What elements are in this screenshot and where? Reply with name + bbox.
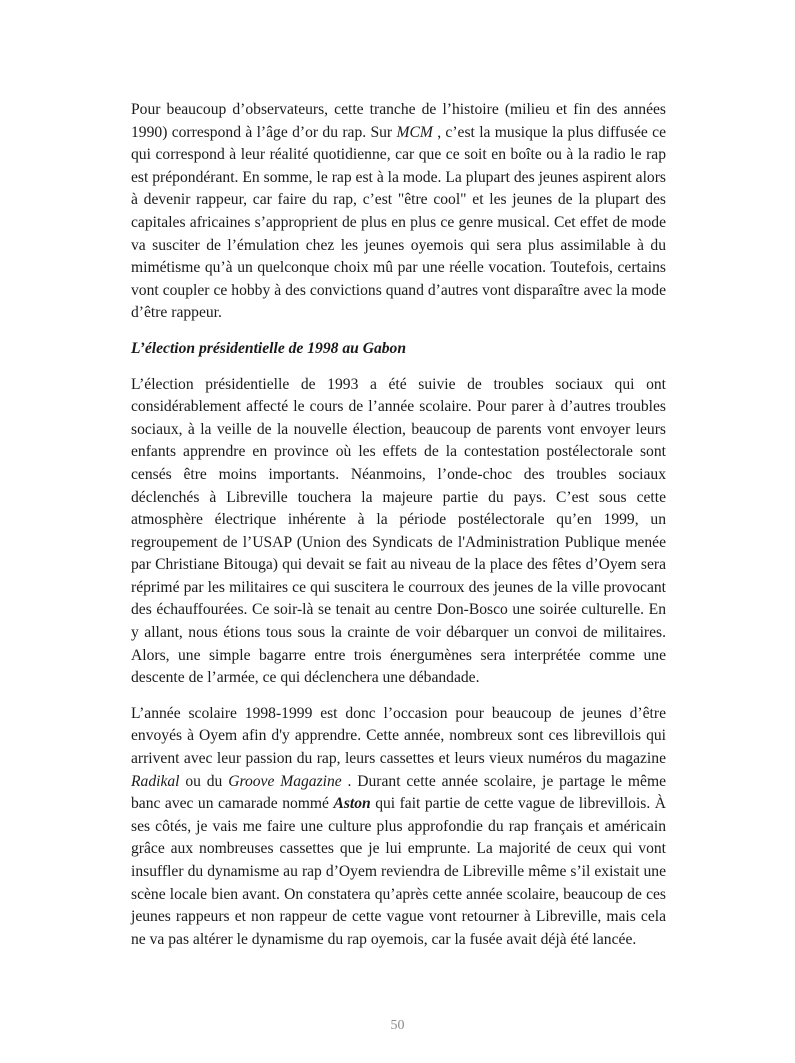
text-segment: , c’est la musique la plus diffusée ce qui correspond à leur réalité quotidienne, car que ce soit en boîte ou à la radio le rap est prépondérant. En somme, le rap est à la mode. La plupart des jeunes aspirent alors à devenir rappeur, car faire du rap, c’est "être cool" et les jeunes de la plupart des capitales africaines s’approprient de plus en plus ce genre musical. Cet effet de mode va susciter de l’émulation chez les jeunes oyemois qui sera plus assimilable à du mimétisme qu’à un quelconque choix mû par une réelle vocation. Toutefois, certains vont coupler ce hobby à des convictions quand d’autres vont disparaître avec la mode d’être rappeur. xyxy=(131,123,666,322)
bold-italic-aston: Aston xyxy=(333,795,371,813)
paragraph-school-year xyxy=(131,703,666,952)
paragraph-election: L’élection présidentielle de 1993 a été suivie de troubles sociaux qui ont considérablement affecté le cours de l’année scolaire. Pour parer à d’autres troubles sociaux, à la veille de la nouvelle élection, beaucoup de parents vont envoyer leurs enfants apprendre en province où les effets de la contestation postélectorale sont censés être moins importants. Néanmoins, l’onde-choc des troubles sociaux déclenchés à Libreville touchera la majeure partie du pays. C’est sous cette atmosphère électrique inhérente à la période postélectorale qu’en 1999, un regroupement de l’USAP (Union des Syndicats de l'Administration Publique menée par Christiane Bitouga) qui devait se fait au niveau de la place des fêtes d’Oyem sera réprimé par les militaires ce qui suscitera le courroux des jeunes de la ville provocant des échauffourées. Ce soir-là se tenait au centre Don-Bosco une soirée culturelle. En y allant, nous étions tous sous la crainte de voir débarquer un convoi de militaires. Alors, une simple bagarre entre trois énergumènes sera interprétée comme une descente de l’armée, ce qui déclenchera une débandade. xyxy=(131,375,666,687)
italic-radikal: Radikal xyxy=(131,772,180,790)
text-segment: L’année scolaire 1998-1999 est donc l’occasion pour beaucoup de jeunes d’être envoyés à Oyem afin d'y apprendre. Cette année, nombreux sont ces librevillois qui arrivent avec leur passion du rap, leurs cassettes et leurs vieux numéros du magazine xyxy=(131,704,666,768)
text-segment: qui fait partie de cette vague de librevillois. À ses côtés, je vais me faire une culture plus approfondie du rap français et américain grâce aux nombreuses cassettes que je lui emprunte. La majorité de ceux qui vont insuffler du dynamisme au rap d’Oyem reviendra de Libreville même s’il existait une scène locale bien avant. On constatera qu’après cette année scolaire, beaucoup de ces jeunes rappeurs et non rappeur de cette vague vont retourner à Libreville, mais cela ne va pas altérer le dynamisme du rap oyemois, car la fusée avait déjà été lancée. xyxy=(131,795,666,948)
page-number: 50 xyxy=(390,1018,405,1033)
paragraph-golden-age xyxy=(131,99,666,325)
italic-mcm: MCM xyxy=(396,123,433,141)
text-segment: ou du xyxy=(179,772,229,790)
text-segment: Pour beaucoup d’observateurs, cette tranche de l’histoire (milieu et fin des années 1990) correspond à l’âge d’or du rap. Sur xyxy=(131,101,666,141)
text-segment: . Durant cette année scolaire, je partage le même banc avec un camarade nommé xyxy=(131,772,666,813)
document-page xyxy=(131,99,666,964)
section-heading: L’élection présidentielle de 1998 au Gabon xyxy=(131,339,407,357)
italic-groove-magazine: Groove Magazine xyxy=(228,772,342,790)
